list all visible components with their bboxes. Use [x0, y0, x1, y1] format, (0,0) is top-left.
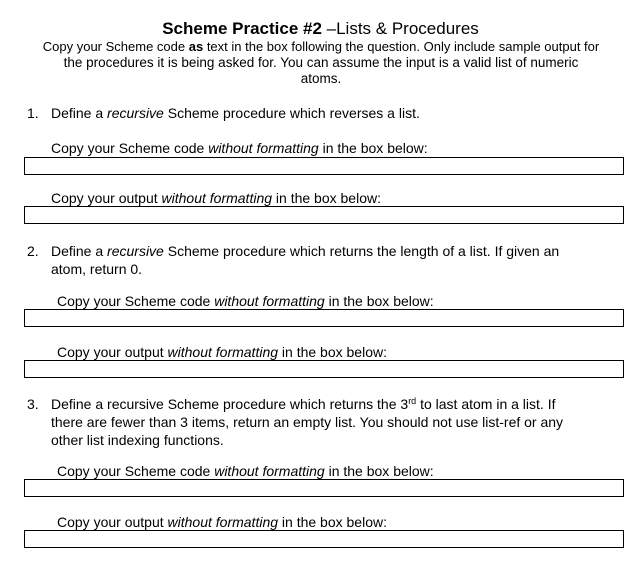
question-emphasis: recursive [107, 243, 164, 259]
instructions-line-2: the procedures it is being asked for. You can assume the input is a valid list of numeric [63, 55, 579, 70]
question-3-output-label [57, 513, 387, 531]
instructions [24, 39, 618, 87]
label-text: in the box below: [278, 344, 387, 360]
question-text: Define a [51, 243, 108, 259]
instructions-text: text in the box following the question. Only include sample output for [203, 39, 600, 54]
title-bold: Scheme Practice #2 [162, 19, 322, 38]
question-1-output-label [51, 189, 381, 207]
label-text: in the box below: [324, 463, 434, 479]
label-text: in the box below: [278, 514, 387, 530]
question-3-code-label [57, 462, 434, 480]
label-emphasis: without formatting [208, 140, 319, 156]
label-text: in the box below: [272, 190, 381, 206]
label-emphasis: without formatting [214, 293, 325, 309]
question-2-line-2: atom, return 0. [51, 261, 143, 277]
question-text: Define a recursive Scheme procedure which returns the 3 [51, 396, 409, 412]
label-text: Copy your Scheme code [57, 293, 215, 309]
question-text: Scheme procedure which returns the length of a list. If given an [163, 243, 560, 259]
question-text: Define a [51, 105, 108, 121]
label-text: in the box below: [324, 293, 434, 309]
label-emphasis: without formatting [167, 514, 279, 530]
label-text: in the box below: [318, 140, 428, 156]
question-3-line-3: other list indexing functions. [51, 432, 224, 448]
label-text: Copy your output [57, 514, 168, 530]
question-3-text [51, 395, 611, 449]
question-2-text [51, 242, 611, 278]
label-text: Copy your Scheme code [57, 463, 215, 479]
instructions-line-1 [24, 39, 618, 55]
question-text: to last atom in a list. If [416, 396, 556, 412]
question-3-line-2: there are fewer than 3 items, return an empty list. You should not use list-ref or any [51, 414, 564, 430]
label-emphasis: without formatting [161, 190, 273, 206]
question-3-output-box[interactable] [24, 530, 624, 548]
instructions-text: Copy your Scheme code [42, 39, 189, 54]
question-3-line-1 [51, 395, 611, 413]
question-1-number: 1. [27, 105, 39, 121]
title-rest: –Lists & Procedures [321, 19, 479, 38]
instructions-bold: as [188, 39, 204, 54]
question-1-output-box[interactable] [24, 206, 624, 224]
label-text: Copy your output [57, 344, 168, 360]
label-emphasis: without formatting [167, 344, 279, 360]
question-emphasis: recursive [107, 105, 164, 121]
question-3-code-box[interactable] [24, 479, 624, 497]
question-2-line-1 [51, 242, 611, 260]
label-text: Copy your output [51, 190, 162, 206]
question-1-text [51, 104, 611, 122]
question-3-number: 3. [27, 396, 39, 412]
question-1-code-box[interactable] [24, 157, 624, 175]
label-emphasis: without formatting [214, 463, 325, 479]
question-text: Scheme procedure which reverses a list. [163, 105, 420, 121]
label-text: Copy your Scheme code [51, 140, 209, 156]
question-1-code-label [51, 139, 428, 157]
page-title [0, 19, 641, 39]
question-2-output-label [57, 343, 387, 361]
ordinal-suffix: rd [408, 396, 417, 406]
question-2-code-label [57, 292, 434, 310]
question-2-number: 2. [27, 243, 39, 259]
question-2-output-box[interactable] [24, 360, 624, 378]
question-2-code-box[interactable] [24, 309, 624, 327]
instructions-line-3: atoms. [300, 71, 342, 86]
